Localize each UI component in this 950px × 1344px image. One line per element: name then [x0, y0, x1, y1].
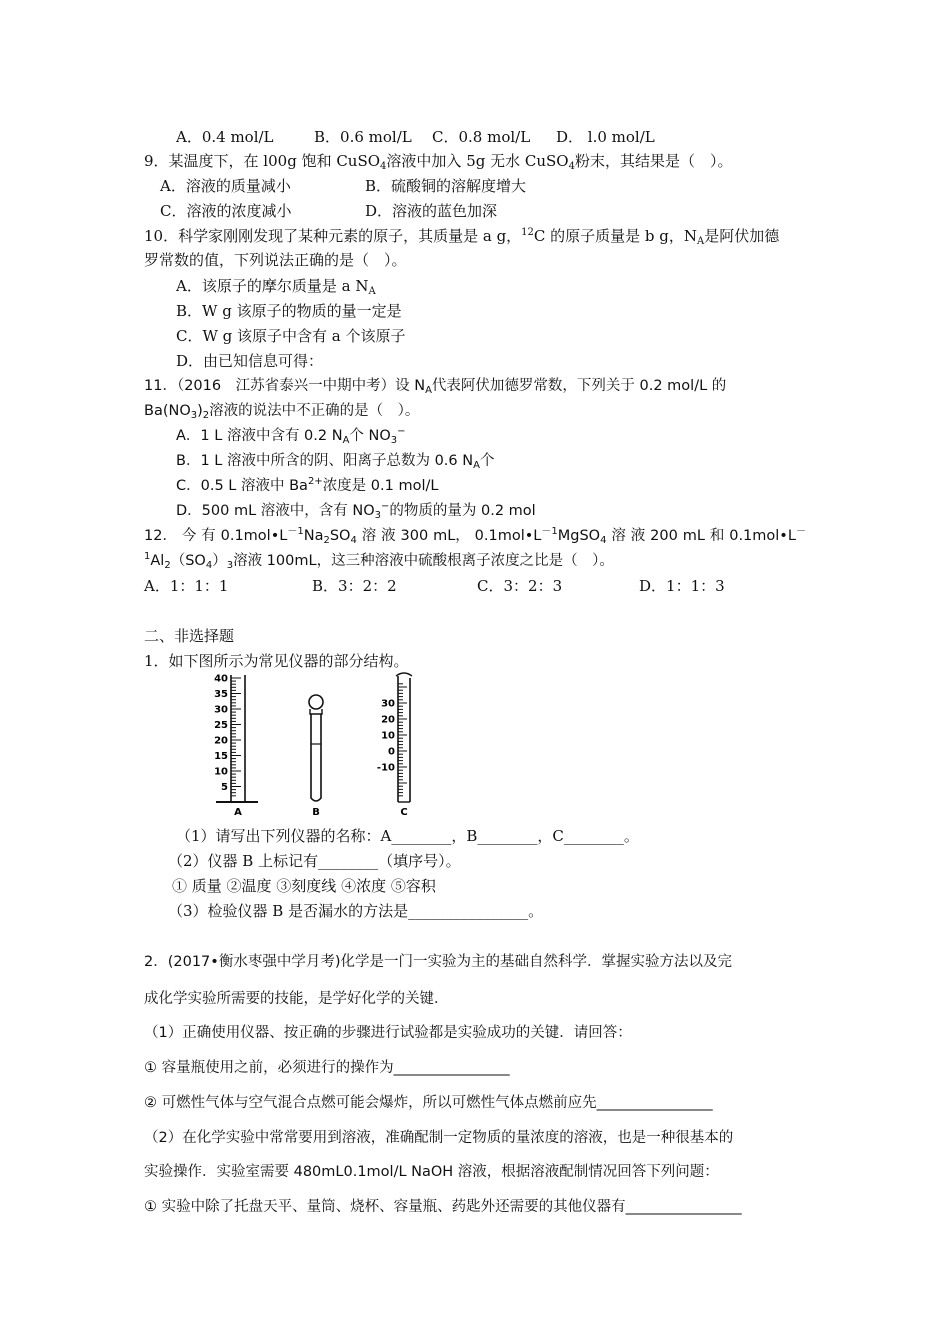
p2-line3: （1）正确使用仪器、按正确的步骤进行试验都是实验成功的关键．请回答：	[144, 1025, 632, 1041]
q11-option-a: A．1 L 溶液中含有 0.2 $N_A$个 $NO_3^-$	[176, 426, 406, 446]
instrument-c-thermometer	[377, 673, 412, 802]
cylinder-a-tick-label: 30	[214, 704, 228, 716]
p1-stem: 1．如下图所示为常见仪器的部分结构。	[144, 652, 409, 670]
p1-sub3: （3）检验仪器 B 是否漏水的方法是________________。	[168, 902, 544, 920]
p2-line6: （2）在化学实验中常常要用到溶液，准确配制一定物质的量浓度的溶液，也是一种很基本的	[144, 1130, 734, 1146]
q12-option-b: B．3：2：2	[312, 577, 397, 595]
cylinder-a-tick-label: 35	[214, 689, 228, 700]
thermometer-c-tick-label: 20	[381, 714, 395, 726]
cylinder-a-tick-label: 5	[221, 782, 228, 793]
q10-option-a: A．该原子的摩尔质量是 a $N_A$	[176, 277, 376, 297]
p1-sub2: （2）仪器 B 上标记有________（填序号）。	[168, 852, 461, 870]
cylinder-a-tick-label: 40	[214, 673, 228, 685]
instrument-figure	[198, 670, 438, 820]
cylinder-a-tick-label: 25	[214, 720, 228, 731]
q12-option-a: A．1：1：1	[144, 577, 229, 595]
q8-option-a: A．0.4 mol/L	[176, 128, 274, 146]
cylinder-a-tick-label: 10	[214, 766, 228, 778]
p2-line7: 实验操作．实验室需要 480mL0.1mol/L NaOH 溶液，根据溶液配制情况回答下列问题：	[144, 1164, 719, 1180]
thermometer-c-tick-label: 30	[381, 698, 395, 710]
q8-options	[176, 127, 655, 147]
q8-option-c: C．0.8 mol/L	[432, 128, 531, 146]
q9-option-c: C．溶液的浓度减小	[160, 202, 292, 220]
q11-option-d: D．500 mL 溶液中，含有 $NO_3^-$的物质的量为 0.2 mol	[176, 501, 536, 521]
p2-line2: 成化学实验所需要的技能，是学好化学的关键．	[144, 991, 449, 1007]
instrument-a-graduated-cylinder	[214, 674, 258, 803]
flask-b-stopper	[309, 695, 323, 709]
q11-option-b: B．1 L 溶液中所含的阴、阳离子总数为 0.6 $N_A$个	[176, 453, 495, 471]
q12-option-d: D．1：1：3	[639, 577, 725, 595]
p1-sub2-options: ① 质量 ②温度 ③刻度线 ④浓度 ⑤容积	[172, 877, 436, 895]
label-b: B	[312, 807, 320, 818]
thermometer-c-tick-label: -10	[376, 762, 395, 774]
thermometer-c-tick-label: 10	[381, 730, 395, 742]
p2-line8: ① 实验中除了托盘天平、量筒、烧杯、容量瓶、药匙外还需要的其他仪器有________________	[144, 1199, 742, 1215]
q9-options-row2	[160, 201, 497, 221]
p2-line4: ① 容量瓶使用之前，必须进行的操作为________________	[144, 1060, 510, 1076]
p2-line5: ② 可燃性气体与空气混合点燃可能会爆炸，所以可燃性气体点燃前应先________________	[144, 1095, 713, 1111]
flask-b-neck	[311, 714, 321, 801]
q11-option-c: C．0.5 L 溶液中 $Ba^{2+}$浓度是 0.1 mol/L	[176, 476, 439, 494]
q10-option-c: C．W g 该原子中含有 a 个该原子	[176, 327, 406, 345]
q9-option-d: D．溶液的蓝色加深	[365, 202, 498, 220]
cylinder-a-tick-label: 20	[214, 735, 228, 747]
q9-stem: 9．某温度下，在 l00g 饱和 CuSO$_4$溶液中加入 5g 无水 CuSO$_4$粉末，其结果是（ ）。	[144, 152, 733, 172]
q8-option-b: B．0.6 mol/L	[314, 128, 412, 146]
q9-options-row1	[160, 176, 526, 196]
q12-stem-line1: 12． 今 有 $0.1mol•L^{-1}Na_2SO_4$ 溶 液 300 mL， $0.1mol•L^{-1}MgSO_4$ 溶 液 200 mL 和 0.1mol•L－	[144, 526, 806, 546]
q11-stem-line1: 11．（2016 江苏省泰兴一中期中考）设 $N_A$代表阿伏加德罗常数，下列关于 0.2 mol/L 的	[144, 378, 727, 396]
section-title: 二、非选择题	[144, 627, 235, 645]
instrument-b-volumetric-flask	[309, 695, 323, 801]
label-c: C	[400, 807, 408, 818]
q10-option-b: B．W g 该原子的物质的量一定是	[176, 302, 402, 320]
q12-options	[144, 576, 725, 596]
label-a: A	[234, 807, 242, 818]
q9-option-b: B．硫酸铜的溶解度增大	[365, 177, 527, 195]
q10-option-d: D．由已知信息可得：	[176, 352, 324, 370]
q12-stem-line2: $^1Al_2(SO_4)_3$溶液 100mL，这三种溶液中硫酸根离子浓度之比是（ ）。	[144, 551, 614, 571]
p1-sub1: （1）请写出下列仪器的名称：A________，B________，C________。	[176, 827, 639, 845]
thermometer-c-tick-label: 0	[388, 746, 395, 758]
q10-stem-line2: 罗常数的值，下列说法正确的是（ ）。	[144, 251, 407, 269]
q11-stem-line2: $Ba(NO_3)_2$溶液的说法中不正确的是（ ）。	[144, 403, 420, 421]
q12-option-c: C．3：2：3	[477, 577, 563, 595]
q10-stem-line1: 10．科学家刚刚发现了某种元素的原子，其质量是 a g，$^{12}$C 的原子质量是 b g，$N_A$是阿伏加德	[144, 227, 780, 247]
q8-option-d: D． l.0 mol/L	[556, 128, 655, 146]
q9-option-a: A．溶液的质量减小	[160, 177, 291, 195]
p2-line1: 2．(2017•衡水枣强中学月考)化学是一门一实验为主的基础自然科学．掌握实验方法以及完	[144, 954, 732, 970]
cylinder-a-tick-label: 15	[214, 751, 228, 762]
